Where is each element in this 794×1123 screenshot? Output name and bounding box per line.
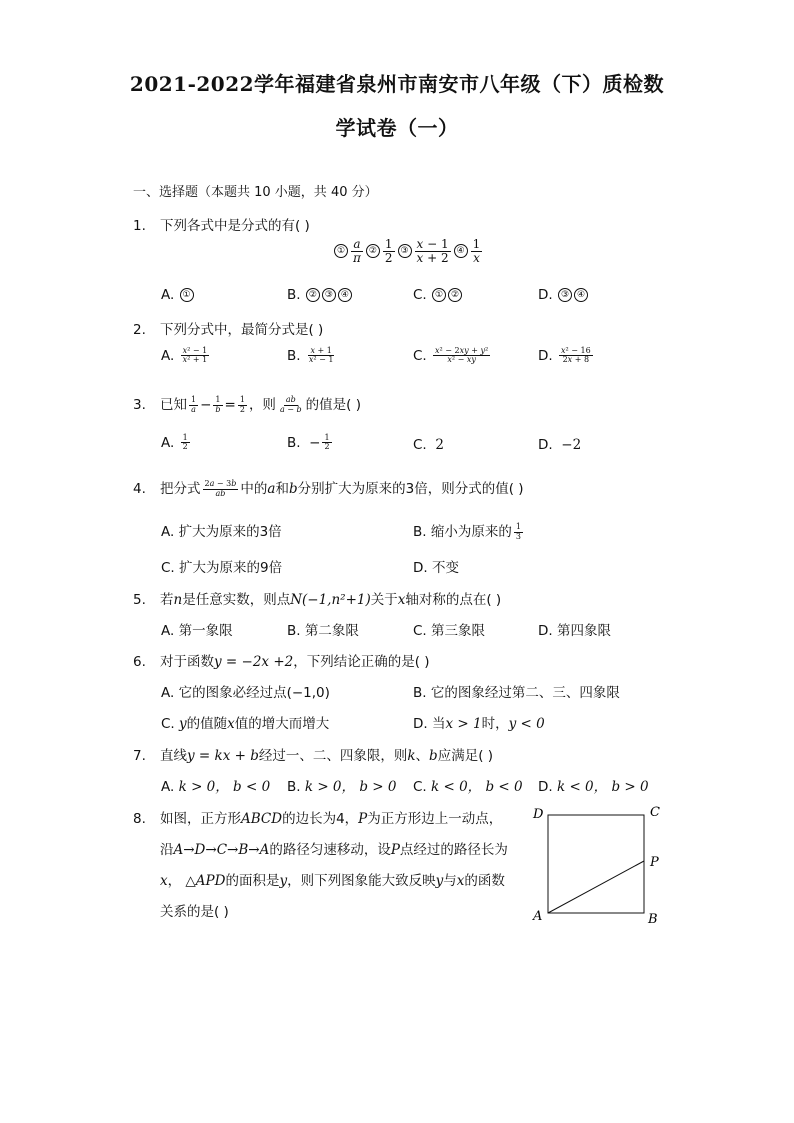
- section-heading: 一、选择题（本题共 10 小题，共 40 分）: [133, 185, 378, 200]
- question-number: 4.: [133, 481, 146, 497]
- q3-option-a[interactable]: A. $\frac{1}{2}$: [161, 433, 188, 452]
- q2-option-c[interactable]: C. $\frac{\text{x² − 2xy + y²}}{\text{x² − xy}}$: [413, 346, 489, 365]
- label-p: P: [650, 855, 659, 870]
- text: 的值是( ): [305, 397, 361, 413]
- text: 分别扩大为原来的3倍，则分式的值( ): [297, 481, 524, 497]
- q2-option-d[interactable]: D. $\frac{\text{x² − 16}}{2x + 8}$: [538, 346, 591, 365]
- label-b: B: [648, 912, 658, 927]
- page-title-line2: 学试卷（一）: [335, 116, 459, 140]
- segment-ap: [548, 861, 644, 913]
- text: 已知: [160, 397, 187, 413]
- q5-option-d[interactable]: D. 第四象限: [538, 623, 611, 639]
- q7-option-d[interactable]: D. k < 0， b > 0: [538, 779, 649, 795]
- q7-option-a[interactable]: A. k > 0， b < 0: [161, 779, 271, 795]
- question-number: 2.: [133, 322, 146, 338]
- circle-num-3: ③: [398, 244, 412, 258]
- q4-option-b[interactable]: B. 缩小为原来的 $\frac{1}{3}$: [413, 522, 521, 541]
- text: 把分式: [160, 481, 201, 497]
- q3-option-b[interactable]: B. − $\frac{1}{2}$: [287, 433, 330, 452]
- q2-option-b[interactable]: B. $\frac{x + 1}{\text{x² − 1}}$: [287, 346, 334, 365]
- question-number: 1.: [133, 218, 146, 234]
- fraction-1-over-x: $\frac{1}{x}$: [472, 237, 481, 265]
- q1-option-a[interactable]: A. ①: [161, 287, 195, 303]
- q1-option-d[interactable]: D. ③ ④: [538, 287, 589, 303]
- fraction-x-minus-1: $\frac{x - 1}{x + 2}$: [416, 237, 449, 265]
- question-number: 3.: [133, 397, 146, 413]
- text: 中的: [240, 481, 268, 497]
- q1-option-c[interactable]: C. ① ②: [413, 287, 463, 303]
- q5-option-b[interactable]: B. 第二象限: [287, 623, 359, 639]
- q2-option-a[interactable]: A. $\frac{\text{x² − 1}}{\text{x² + 1}}$: [161, 346, 208, 365]
- question-number: 5.: [133, 592, 146, 608]
- square-abcd: [548, 815, 644, 913]
- q7-option-b[interactable]: B. k > 0， b > 0: [287, 779, 397, 795]
- question-8-line4: 关系的是( ): [160, 904, 229, 920]
- page-title-line1: 2021-2022学年福建省泉州市南安市八年级（下）质检数: [129, 72, 665, 96]
- question-5: 5. 若n是任意实数，则点N(−1,n²+1)关于x轴对称的点在( ): [133, 592, 502, 608]
- question-2: [133, 318, 323, 338]
- question-7: 7. 直线y = kx + b经过一、二、四象限，则k、b应满足( ): [133, 748, 494, 764]
- fraction-half: $\frac{1}{2}$: [384, 237, 393, 265]
- question-8-line3: x， △APD的面积是y，则下列图象能大致反映y与x的函数: [160, 873, 505, 889]
- q3-option-d[interactable]: D. −2: [538, 437, 582, 453]
- question-number: 8.: [133, 811, 146, 827]
- question-text: 下列分式中，最简分式是( ): [160, 322, 324, 338]
- q6-option-d[interactable]: D. 当x > 1时，y < 0: [413, 716, 545, 732]
- question-text: 下列各式中是分式的有( ): [160, 218, 310, 234]
- label-a: A: [533, 909, 543, 924]
- q6-option-a[interactable]: A. 它的图象必经过点(−1,0): [161, 685, 330, 701]
- fraction-a-over-pi: $\frac{a}{\pi}$: [353, 237, 361, 265]
- q4-option-c[interactable]: C. 扩大为原来的9倍: [161, 560, 283, 576]
- circle-num-2: ②: [366, 244, 380, 258]
- q4-option-a[interactable]: A. 扩大为原来的3倍: [161, 524, 282, 540]
- q1-option-b[interactable]: B. ② ③ ④: [287, 287, 353, 303]
- q6-option-c[interactable]: C. y的值随x值的增大而增大: [161, 716, 330, 732]
- question-number: 7.: [133, 748, 146, 764]
- question-1: [133, 214, 310, 234]
- q6-option-b[interactable]: B. 它的图象经过第二、三、四象限: [413, 685, 620, 701]
- q5-option-a[interactable]: A. 第一象限: [161, 623, 233, 639]
- text: ，则: [248, 397, 276, 413]
- q3-option-c[interactable]: C. 2: [413, 437, 444, 453]
- square-figure: [528, 800, 668, 930]
- question-4: 4. 把分式 $\frac{2a - 3b}{ab}$ 中的a和b分别扩大为原来的3倍，则分式的值( ): [133, 479, 524, 498]
- q1-expressions: [333, 238, 484, 264]
- label-c: C: [650, 805, 660, 820]
- question-number: 6.: [133, 654, 146, 670]
- circle-num-4: ④: [454, 244, 468, 258]
- label-d: D: [533, 807, 544, 822]
- q5-option-c[interactable]: C. 第三象限: [413, 623, 486, 639]
- question-6: 6. 对于函数y = −2x +2，下列结论正确的是( ): [133, 654, 430, 670]
- circle-num-1: ①: [334, 244, 348, 258]
- q7-option-c[interactable]: C. k < 0， b < 0: [413, 779, 523, 795]
- q4-option-d[interactable]: D. 不变: [413, 560, 459, 576]
- question-8-line2: 沿A→D→C→B→A的路径匀速移动，设P点经过的路径长为: [160, 842, 508, 858]
- question-8-line1: 8. 如图，正方形ABCD的边长为4，P为正方形边上一动点，: [133, 811, 503, 827]
- question-3: 3. 已知 $\frac{1}{a}$ − $\frac{1}{b}$ = $\frac{1}{2}$ ，则 $\frac{ab}{a - b}$ 的值是( ): [133, 395, 361, 414]
